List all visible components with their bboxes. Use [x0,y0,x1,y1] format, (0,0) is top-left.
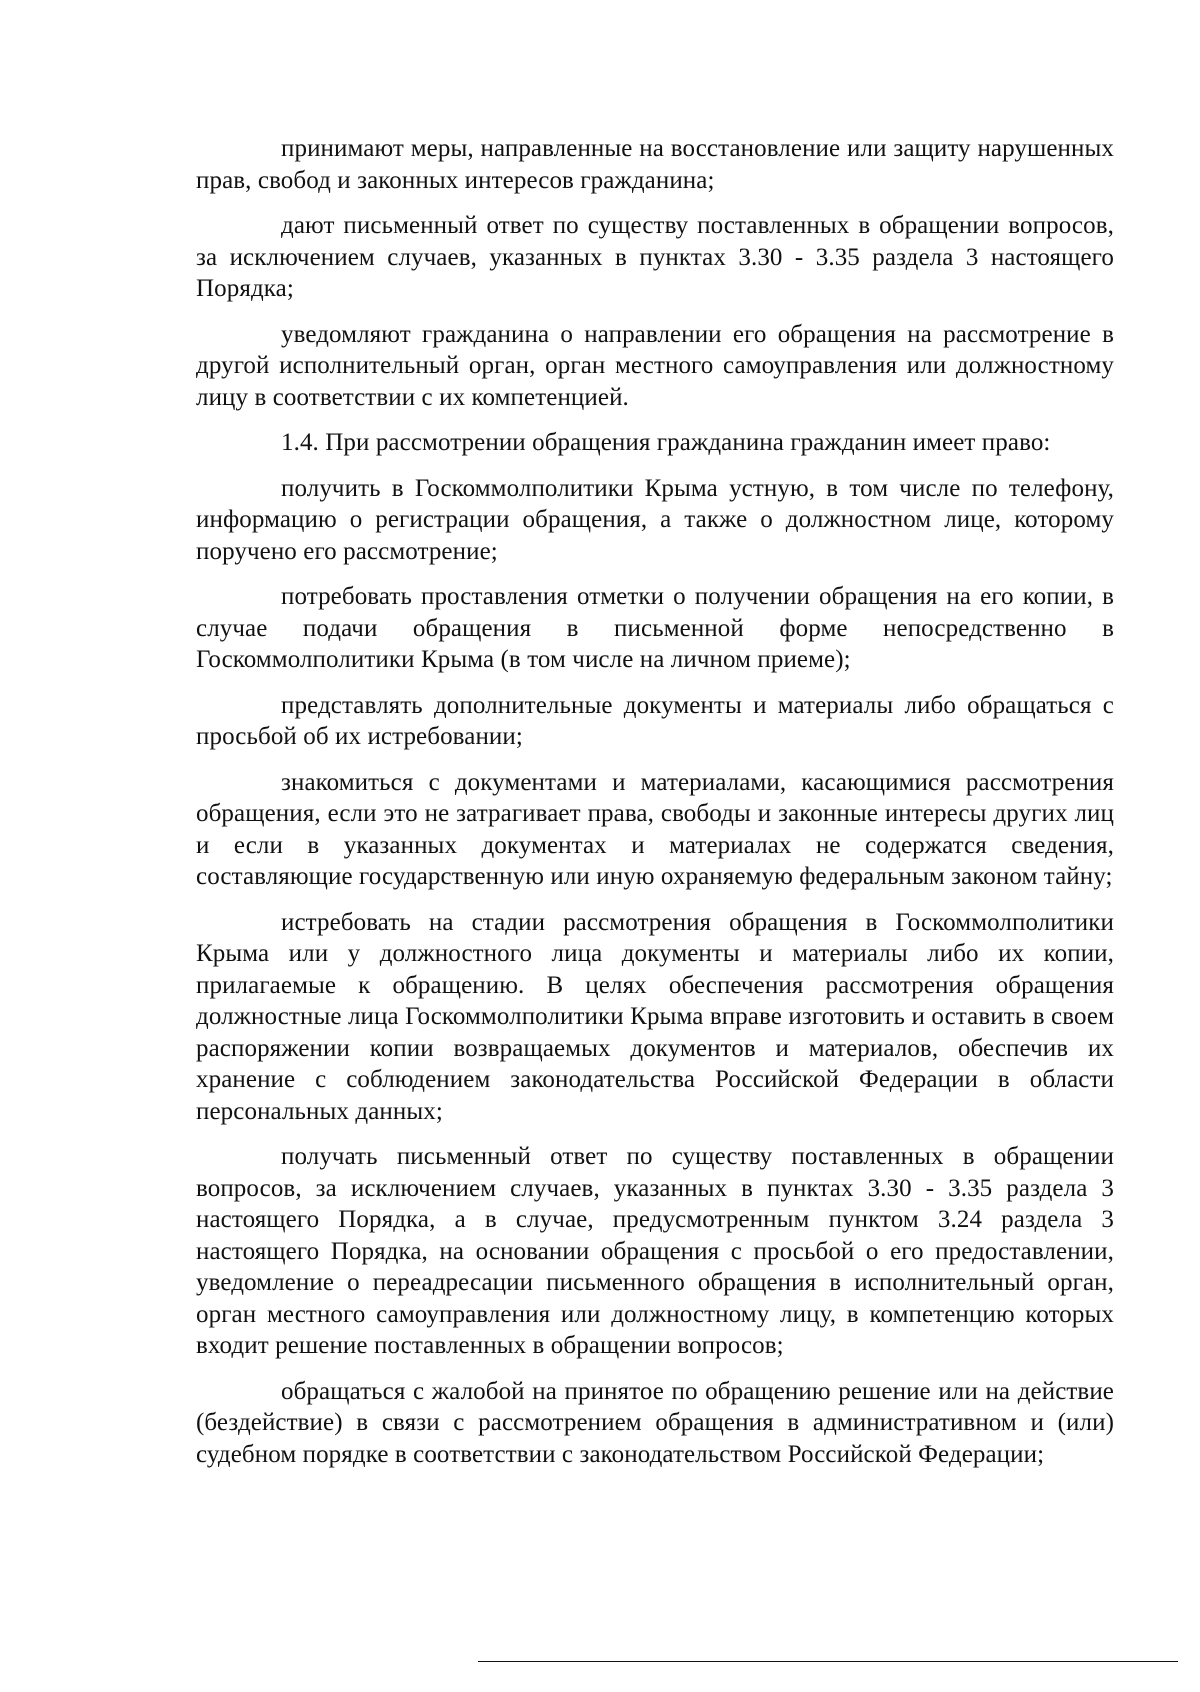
paragraph-receipt-mark: потребовать проставления отметки о получении обращения на его копии, в случае подачи обращения в письменной форме непосредственно в Госкоммолполитики Крыма (в том числе на личном приеме); [196,583,1114,673]
paragraph-section-1-4: 1.4. При рассмотрении обращения гражданина гражданин имеет право: [281,429,1051,456]
paragraph-additional-documents: представлять дополнительные документы и материалы либо обращаться с просьбой об их истребовании; [196,691,1114,750]
footer-rule [478,1661,1178,1662]
paragraph-receive-answer: получать письменный ответ по существу поставленных в обращении вопросов, за исключением случаев, указанных в пунктах 3.30 - 3.35 раздела 3 настоящего Порядка, а в случае, предусмотренным пунктом 3.24 раздела 3 настоящего Порядка, на основании обращения с просьбой о его предоставлении, уведомление о переадресации письменного обращения в исполнительный орган, орган местного самоуправления или должностному лицу, в компетенцию которых входит решение поставленных в обращении вопросов; [196,1143,1114,1359]
paragraph-get-info: получить в Госкоммолполитики Крыма устную, в том числе по телефону, информацию о регистрации обращения, а также о должностном лице, которому поручено его рассмотрение; [196,474,1114,565]
paragraph-notify-redirect: уведомляют гражданина о направлении его обращения на рассмотрение в другой исполнительный орган, орган местного самоуправления или должностному лицу в соответствии с их компетенцией. [196,320,1114,411]
paragraph-review-materials: знакомиться с документами и материалами, касающимися рассмотрения обращения, если это не затрагивает права, свободы и законные интересы других лиц и если в указанных документах и материалах не содержатся сведения, составляющие государственную или иную охраняемую федеральным законом тайну; [196,768,1114,890]
paragraph-complaint: обращаться с жалобой на принятое по обращению решение или на действие (бездействие) в связи с рассмотрением обращения в административном и (или) судебном порядке в соответствии с законодательством Российской Федерации; [196,1377,1114,1468]
paragraph-request-documents: истребовать на стадии рассмотрения обращения в Госкоммолполитики Крыма или у должностного лица документы и материалы либо их копии, прилагаемые к обращению. В целях обеспечения рассмотрения обращения должностные лица Госкоммолполитики Крыма вправе изготовить и оставить в своем распоряжении копии возвращаемых документов и материалов, обеспечив их хранение с соблюдением законодательства Российской Федерации в области персональных данных; [196,908,1114,1125]
paragraph-measures: принимают меры, направленные на восстановление или защиту нарушенных прав, свобод и законных интересов гражданина; [196,135,1114,194]
paragraph-written-answer: дают письменный ответ по существу поставленных в обращении вопросов, за исключением случаев, указанных в пунктах 3.30 - 3.35 раздела 3 настоящего Порядка; [196,212,1114,302]
document-body [196,133,1114,1470]
